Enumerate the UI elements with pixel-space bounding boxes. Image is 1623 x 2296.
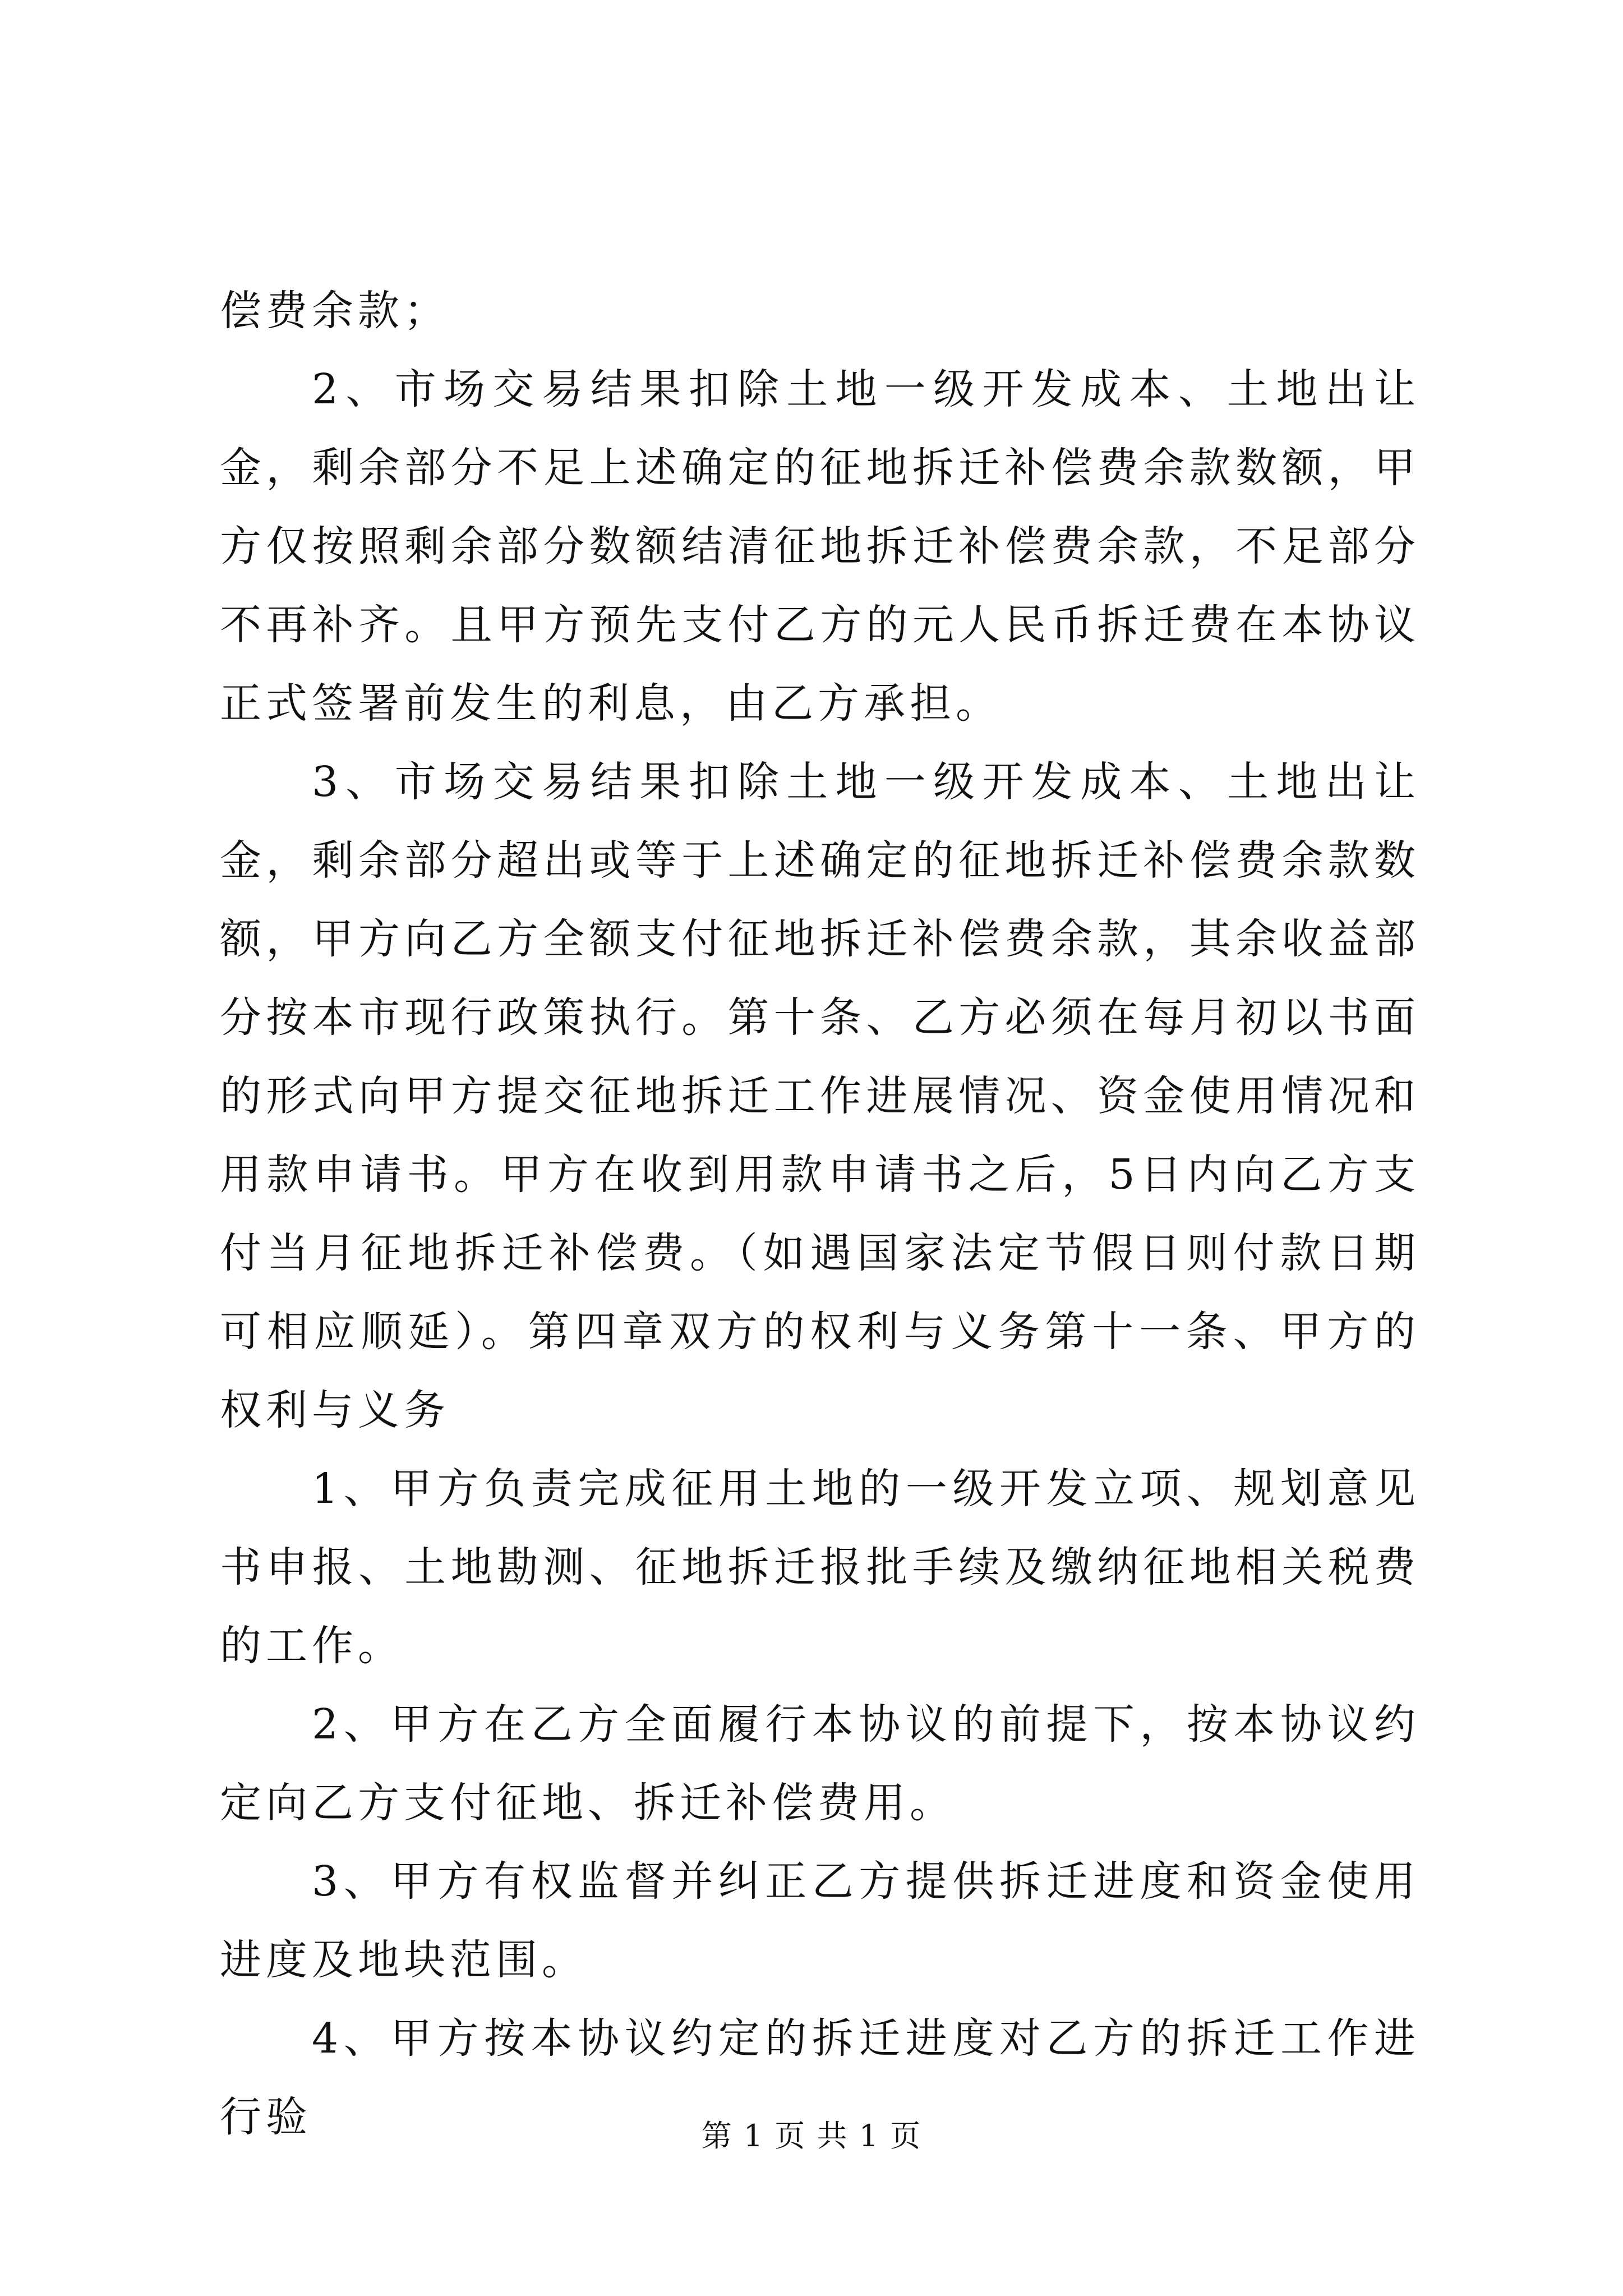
paragraph-party-a-duty-4: 4、甲方按本协议约定的拆迁进度对乙方的拆迁工作进行验 bbox=[220, 2014, 1420, 2141]
paragraph-party-a-duty-3: 3、甲方有权监督并纠正乙方提供拆迁进度和资金使用进度及地块范围。 bbox=[220, 1857, 1420, 1984]
paragraph-party-a-duty-1: 1、甲方负责完成征用土地的一级开发立项、规划意见书申报、土地勘测、征地拆迁报批手续及缴纳征地相关税费的工作。 bbox=[220, 1465, 1420, 1670]
paragraph-party-a-duty-2: 2、甲方在乙方全面履行本协议的前提下，按本协议约定向乙方支付征地、拆迁补偿费用。 bbox=[220, 1700, 1420, 1827]
page-footer bbox=[0, 2114, 1623, 2159]
paragraph-continuation: 偿费余款； bbox=[220, 287, 450, 335]
paragraph-item-2-shortfall: 2、市场交易结果扣除土地一级开发成本、土地出让金，剩余部分不足上述确定的征地拆迁补偿费余款数额，甲方仅按照剩余部分数额结清征地拆迁补偿费余款，不足部分不再补齐。且甲方预先支付乙方的元人民币拆迁费在本协议正式签署前发生的利息，由乙方承担。 bbox=[220, 365, 1420, 728]
paragraph-item-3-surplus: 3、市场交易结果扣除土地一级开发成本、土地出让金，剩余部分超出或等于上述确定的征地拆迁补偿费余款数额，甲方向乙方全额支付征地拆迁补偿费余款，其余收益部分按本市现行政策执行。第十条、乙方必须在每月初以书面的形式向甲方提交征地拆迁工作进展情况、资金使用情况和用款申请书。甲方在收到用款申请书之后，5日内向乙方支付当月征地拆迁补偿费。（如遇国家法定节假日则付款日期可相应顺延）。第四章双方的权利与义务第十一条、甲方的权利与义务 bbox=[220, 758, 1420, 1434]
page-number-label: 第 1 页 共 1 页 bbox=[701, 2118, 922, 2154]
document-body bbox=[220, 272, 1420, 2156]
